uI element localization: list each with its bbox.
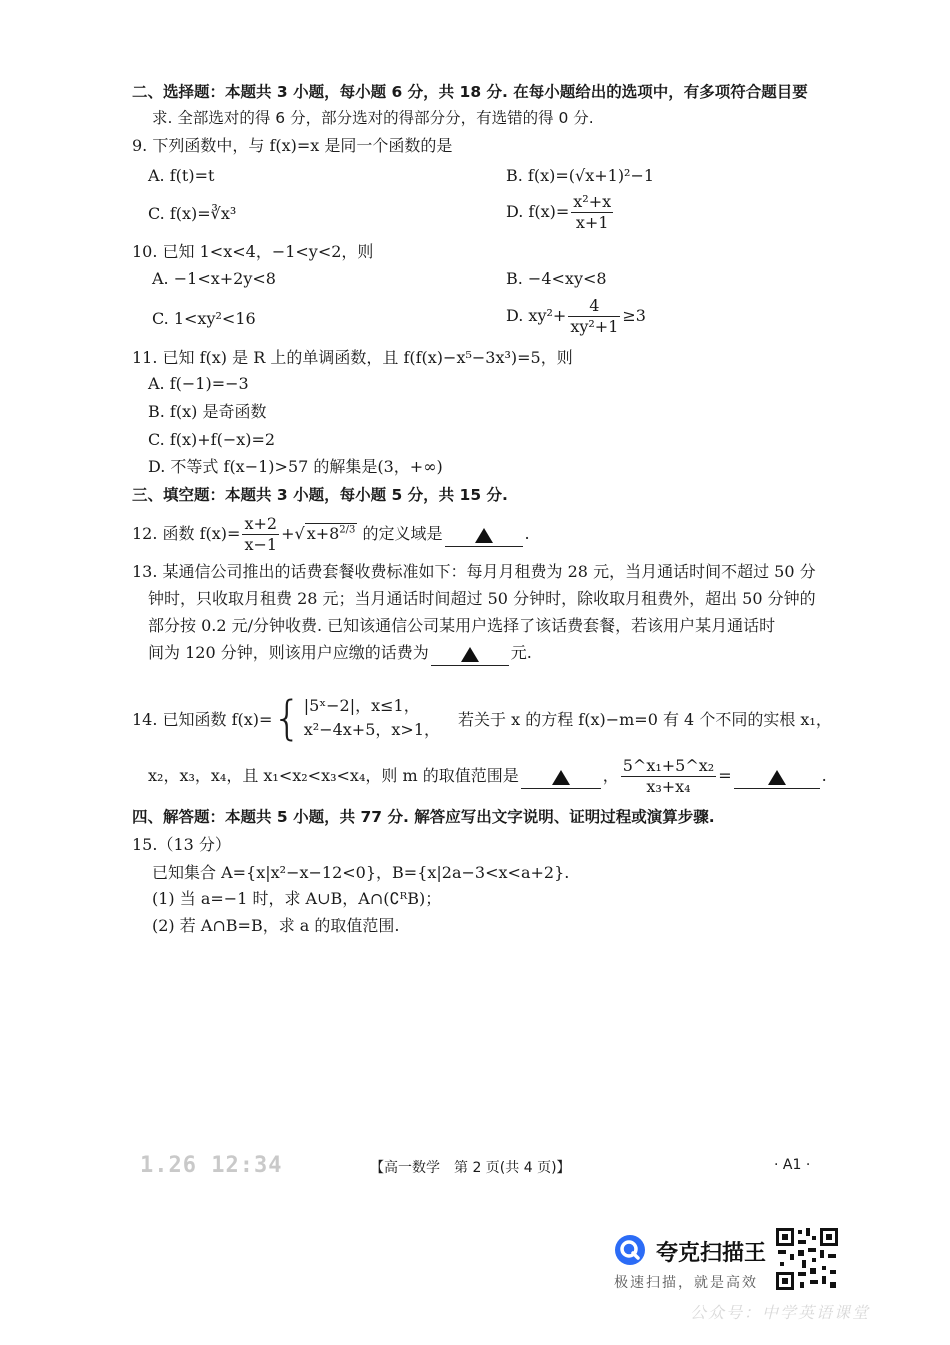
scan-timestamp: 1.26 12:34 [140,1153,283,1178]
q9-option-a: A. f(t)=t [148,166,215,185]
q10-option-d [506,296,646,337]
q10-option-d-fraction [568,296,620,337]
q14-range-blank[interactable] [521,768,601,789]
q11-stem: 11. 已知 f(x) 是 R 上的单调函数，且 f(f(x)−x⁵−3x³)=5，则 [132,348,573,367]
q10-option-b: B. −4<xy<8 [506,269,607,288]
q14-cases [304,694,440,742]
triangle-icon [461,647,479,662]
brace-icon: { [272,691,302,745]
q12-prefix: 12. 函数 f(x)= [132,524,241,543]
q14-after: 若关于 x 的方程 f(x)−m=0 有 4 个不同的实根 x₁， [458,709,832,729]
q15-line3: (2) 若 A∩B=B，求 a 的取值范围. [152,916,400,935]
q14-comma: ， [602,766,619,785]
q10-option-c: C. 1<xy²<16 [152,309,256,328]
q9-option-d [506,192,615,233]
q9-stem: 9. 下列函数中，与 f(x)=x 是同一个函数的是 [132,136,453,155]
q9-option-d-denominator: x+1 [575,213,609,232]
q14-case2: x²−4x+5，x>1， [303,720,440,739]
q12-fraction [242,514,279,555]
q9-option-d-numerator: x²+x [573,192,612,211]
section4-title: 四、解答题：本题共 5 小题，共 77 分. 解答应写出文字说明、证明过程或演算步骤. [132,808,715,826]
q12-denominator: x−1 [244,535,278,554]
q15-line2: (1) 当 a=−1 时，求 A∪B，A∩(∁ᴿB)； [152,889,442,908]
q14-function [132,691,832,745]
q13-line4 [148,641,532,666]
q14-equals: = [718,766,732,785]
q13-answer-blank[interactable] [431,645,509,666]
q14-fraction-denominator: x₃+x₄ [646,777,691,796]
q9-option-d-fraction [571,192,613,233]
triangle-icon [768,770,786,785]
q10-option-d-prefix: D. xy²+ [506,306,567,325]
q10-option-a: A. −1<x+2y<8 [152,269,276,288]
q11-option-a: A. f(−1)=−3 [148,374,249,393]
scanner-app-name: 夸克扫描王 [656,1241,767,1266]
q12-radicand [305,523,358,543]
q11-option-b: B. f(x) 是奇函数 [148,402,267,421]
q10-stem: 10. 已知 1<x<4，−1<y<2，则 [132,242,374,261]
q14-line2 [148,756,827,797]
section2-title-line1: 二、选择题：本题共 3 小题，每小题 6 分，共 18 分. 在每小题给出的选项中，有多项符合题目要 [132,83,808,101]
q14-case1: |5ˣ−2|，x≤1， [303,696,420,715]
q10-option-d-numerator: 4 [568,296,620,317]
q12-numerator: x+2 [244,514,278,533]
qr-code-icon [774,1226,840,1292]
sqrt-icon: √ [294,524,305,543]
q11-option-c: C. f(x)+f(−x)=2 [148,430,276,449]
paper-code: · A1 · [774,1157,811,1173]
q10-option-d-suffix: ≥3 [622,306,646,325]
q14-end: . [821,766,827,785]
q15-header: 15.（13 分） [132,835,231,854]
quark-logo-icon [614,1234,646,1266]
q12-end: . [524,524,530,543]
q14-line1 [132,691,832,745]
q13-line4-suffix: 元. [510,643,532,662]
page-footer: 【高一数学 第 2 页(共 4 页)】 [370,1160,571,1176]
q14-value-blank[interactable] [734,768,820,789]
q12-suffix: 的定义域是 [362,524,443,543]
q10-option-d-denominator: xy²+1 [570,317,619,336]
section3-title: 三、填空题：本题共 3 小题，每小题 5 分，共 15 分. [132,486,508,504]
q15-line1: 已知集合 A={x|x²−x−12<0}，B={x|2a−3<x<a+2}. [152,863,570,882]
section2-title-line2: 求. 全部选对的得 6 分，部分选对的得部分分，有选错的得 0 分. [152,109,594,127]
q13-line4-prefix: 间为 120 分钟，则该用户应缴的话费为 [148,643,429,662]
watermark-text: 公众号：中学英语课堂 [690,1303,871,1322]
q12-root-exponent: 2/3 [339,524,356,536]
q11-option-d: D. 不等式 f(x−1)>57 的解集是(3，+∞) [148,457,443,476]
triangle-icon [475,528,493,543]
q9-option-b: B. f(x)=(√x+1)²−1 [506,166,655,185]
triangle-icon [552,770,570,785]
q14-prefix: 14. 已知函数 f(x)= [132,709,273,729]
q9-option-c: C. f(x)=∛x³ [148,204,237,223]
scanner-slogan: 极速扫描，就是高效 [614,1275,758,1291]
q12-plus: + [281,524,295,543]
q12-root: x+8 [306,524,340,543]
q9-option-d-prefix: D. f(x)= [506,202,570,221]
q14-fraction [621,756,716,797]
q13-line2: 钟时，只收取月租费 28 元；当月通话时间超过 50 分钟时，除收取月租费外，超出 50 分钟的 [148,589,816,608]
q14-fraction-numerator: 5^x₁+5^x₂ [622,756,715,775]
q13-line3: 部分按 0.2 元/分钟收费. 已知该通信公司某用户选择了该话费套餐，若该用户某月通话时 [148,616,776,635]
q14-line2-prefix: x₂，x₃，x₄，且 x₁<x₂<x₃<x₄，则 m 的取值范围是 [148,766,519,785]
q12 [132,514,530,555]
q13-line1: 13. 某通信公司推出的话费套餐收费标准如下：每月月租费为 28 元，当月通话时间不超过 50 分 [132,562,816,581]
q12-answer-blank[interactable] [445,526,523,547]
